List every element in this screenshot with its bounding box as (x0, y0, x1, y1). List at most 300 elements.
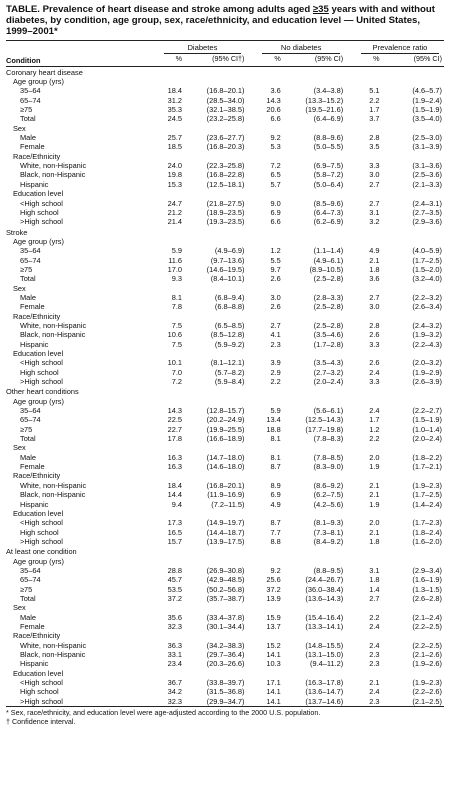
table-title (6, 4, 444, 37)
diabetes-pct: 45.7 (167, 575, 183, 585)
diabetes-ci: (16.8–20.1) (206, 86, 245, 96)
subgroup-row (6, 509, 444, 518)
table-row (6, 528, 444, 537)
cell-gap (246, 358, 257, 367)
diabetes-pct-header: % (175, 54, 183, 64)
ratio-value: 1.8 (369, 575, 380, 585)
table-row (6, 217, 444, 226)
diabetes-pct: 7.2 (171, 377, 183, 387)
row-label: Female (20, 142, 45, 152)
table-row (6, 368, 444, 377)
diabetes-pct: 53.5 (167, 584, 183, 594)
ratio-value: 2.7 (369, 593, 380, 603)
table-row (6, 613, 444, 622)
table-row (6, 170, 444, 179)
cell-gap (345, 368, 356, 377)
diabetes-pct: 21.4 (167, 217, 183, 227)
no-diabetes-pct: 2.6 (270, 302, 281, 312)
cell-gap (345, 199, 356, 208)
diabetes-ci: (8.1–12.1) (210, 358, 245, 368)
row-label: 35–64 (20, 406, 41, 416)
no-diabetes-ci: (3.4–3.8) (313, 86, 344, 96)
section-label: Coronary heart disease (6, 67, 83, 77)
cell-gap (246, 293, 257, 302)
table-row (6, 133, 444, 142)
footnotes (6, 708, 444, 726)
no-diabetes-ci: (8.3–9.0) (313, 462, 344, 472)
diabetes-ci: (8.4–10.1) (210, 274, 245, 284)
no-diabetes-pct: 13.9 (266, 593, 281, 603)
ratio-value: 3.1 (369, 207, 380, 217)
no-diabetes-ci: (5.0–6.4) (313, 179, 344, 189)
header-gap (345, 41, 356, 55)
no-diabetes-pct: 15.2 (266, 640, 281, 650)
cell-gap (246, 246, 257, 255)
no-diabetes-ci: (2.8–3.3) (313, 292, 344, 302)
no-diabetes-pct: 8.8 (270, 536, 281, 546)
diabetes-pct: 14.3 (167, 406, 183, 416)
ratio-ci: (2.4–3.2) (412, 320, 442, 330)
cell-gap (345, 114, 356, 123)
ratio-value: 5.1 (369, 86, 380, 96)
cell-gap (345, 566, 356, 575)
cell-gap (246, 133, 257, 142)
cell-gap (345, 217, 356, 226)
cell-gap (345, 518, 356, 527)
table-row (6, 575, 444, 584)
diabetes-ci: (35.7–38.7) (206, 593, 245, 603)
subgroup-label: Education level (13, 508, 64, 518)
ratio-ci: (2.0–3.2) (412, 358, 442, 368)
subgroup-label: Race/Ethnicity (13, 471, 61, 481)
no-diabetes-ci: (24.4–26.7) (305, 575, 344, 585)
table-row (6, 293, 444, 302)
cell-gap (345, 687, 356, 696)
ratio-value: 3.1 (369, 565, 380, 575)
diabetes-ci: (12.8–15.7) (206, 406, 245, 416)
diabetes-pct: 15.3 (167, 179, 183, 189)
subgroup-label: Age group (yrs) (13, 556, 64, 566)
ratio-ci: (1.4–2.4) (412, 499, 442, 509)
table-row (6, 321, 444, 330)
ratio-value: 2.1 (369, 527, 380, 537)
ratio-value: 3.5 (369, 142, 380, 152)
ratio-ci: (1.5–1.9) (412, 105, 442, 115)
no-diabetes-ci: (13.1–15.0) (305, 650, 344, 659)
cell-gap (246, 687, 257, 696)
row-label: Total (20, 593, 36, 603)
row-label: White, non-Hispanic (20, 480, 87, 490)
table-row (6, 678, 444, 687)
cell-gap (345, 594, 356, 603)
diabetes-pct: 15.7 (167, 536, 183, 546)
no-diabetes-pct: 5.3 (270, 142, 281, 152)
row-label: Male (20, 133, 37, 143)
ratio-value: 2.4 (369, 406, 380, 416)
subgroup-label: Sex (13, 603, 26, 613)
row-label: 65–74 (20, 575, 41, 585)
ratio-value: 3.3 (369, 377, 380, 387)
no-diabetes-ci: (8.6–9.2) (313, 480, 344, 490)
no-diabetes-ci: (9.4–11.2) (310, 659, 344, 669)
cell-gap (246, 86, 257, 95)
diabetes-ci: (14.9–19.7) (206, 518, 245, 528)
cell-gap (246, 678, 257, 687)
diabetes-pct: 7.0 (171, 367, 183, 377)
diabetes-pct: 8.1 (171, 292, 183, 302)
ratio-ci: (2.2–2.5) (412, 640, 442, 650)
no-diabetes-pct: 14.1 (266, 650, 281, 659)
cell-gap (246, 321, 257, 330)
ratio-value: 2.4 (369, 621, 380, 631)
table-row (6, 434, 444, 443)
diabetes-pct: 25.7 (167, 133, 183, 143)
cell-gap (246, 265, 257, 274)
no-diabetes-pct: 4.9 (270, 499, 281, 509)
ratio-value: 2.1 (369, 480, 380, 490)
cell-gap (345, 528, 356, 537)
no-diabetes-ci: (1.1–1.4) (313, 246, 344, 256)
title-text-end: years with and without diabetes, by condition, age group, sex, race/ethnicity, and education level — United States, 1999–2001* (6, 4, 435, 37)
no-diabetes-pct: 8.7 (270, 462, 281, 472)
no-diabetes-pct: 14.3 (266, 95, 281, 105)
cell-gap (246, 425, 257, 434)
subgroup-row (6, 603, 444, 612)
no-diabetes-pct: 15.9 (266, 612, 281, 622)
row-label: >High school (20, 536, 63, 546)
cell-gap (246, 585, 257, 594)
diabetes-pct: 22.5 (167, 415, 183, 425)
table-row (6, 500, 444, 509)
ratio-value: 2.4 (369, 640, 380, 650)
diabetes-ci: (42.9–48.5) (206, 575, 245, 585)
diabetes-pct: 31.2 (167, 95, 183, 105)
ratio-value: 3.2 (369, 217, 380, 227)
ratio-ci: (1.9–2.3) (412, 480, 442, 490)
table-row (6, 697, 444, 707)
diabetes-pct: 33.1 (167, 650, 183, 659)
ratio-ci-header: (95% CI) (413, 54, 442, 64)
table-row (6, 256, 444, 265)
cell-gap (345, 490, 356, 499)
diabetes-pct: 11.6 (168, 255, 183, 265)
row-label: High school (20, 367, 59, 377)
diabetes-pct: 19.8 (167, 170, 183, 180)
table-row (6, 302, 444, 311)
diabetes-ci: (20.2–24.9) (206, 415, 245, 425)
subgroup-row (6, 189, 444, 198)
cell-gap (345, 406, 356, 415)
ratio-ci: (1.9–2.4) (412, 95, 442, 105)
no-diabetes-ci: (5.6–6.1) (313, 406, 344, 416)
ratio-ci: (2.1–2.5) (412, 696, 442, 706)
subgroup-row (6, 77, 444, 86)
no-diabetes-ci: (3.5–4.6) (313, 330, 344, 340)
diabetes-ci: (6.8–8.8) (214, 302, 245, 312)
no-diabetes-pct: 9.0 (270, 198, 281, 208)
diabetes-pct: 37.2 (167, 593, 183, 603)
table-row (6, 114, 444, 123)
footnote-adjustment: * Sex, race/ethnicity, and education level were age-adjusted according to the 2000 U.S. population. (6, 708, 321, 718)
no-diabetes-pct: 37.2 (266, 584, 281, 594)
ratio-ci: (1.9–2.3) (412, 678, 442, 688)
no-diabetes-ci: (36.0–38.4) (305, 584, 344, 594)
no-diabetes-pct: 9.7 (270, 264, 281, 274)
no-diabetes-pct: 10.3 (266, 659, 281, 669)
diabetes-ci: (21.8–27.5) (206, 198, 245, 208)
section-row (6, 227, 444, 237)
diabetes-pct: 16.3 (167, 452, 183, 462)
row-label: Male (20, 292, 37, 302)
diabetes-pct: 24.7 (167, 198, 183, 208)
title-text-start: TABLE. Prevalence of heart disease and stroke among adults aged (6, 4, 313, 15)
row-label: Black, non-Hispanic (20, 330, 86, 340)
table-row (6, 585, 444, 594)
no-diabetes-ci: (14.8–15.5) (305, 640, 344, 650)
cell-gap (345, 96, 356, 105)
no-diabetes-ci: (13.6–14.7) (305, 687, 344, 697)
diabetes-pct: 7.8 (171, 302, 183, 312)
row-label: White, non-Hispanic (20, 640, 87, 650)
no-diabetes-ci: (8.9–10.5) (309, 264, 344, 274)
cell-gap (246, 142, 257, 151)
no-diabetes-ci: (19.5–21.6) (305, 105, 344, 115)
diabetes-pct: 21.2 (167, 207, 183, 217)
row-label: >High school (20, 377, 63, 387)
subgroup-row (6, 669, 444, 678)
cell-gap (246, 377, 257, 386)
subgroup-label: Age group (yrs) (13, 396, 64, 406)
no-diabetes-ci: (3.5–4.3) (313, 358, 344, 368)
table-row (6, 330, 444, 339)
table-row (6, 650, 444, 659)
row-label: <High school (20, 518, 63, 528)
ratio-ci: (2.9–3.6) (412, 217, 442, 227)
ratio-value: 3.3 (369, 161, 380, 171)
cell-gap (345, 105, 356, 114)
cell-gap (246, 490, 257, 499)
cell-gap (345, 659, 356, 668)
ratio-ci: (1.9–2.9) (412, 367, 442, 377)
diabetes-ci: (14.4–18.7) (206, 527, 245, 537)
diabetes-ci: (12.5–18.1) (206, 179, 245, 189)
table-row (6, 246, 444, 255)
diabetes-ci: (32.1–38.5) (206, 105, 245, 115)
ratio-ci: (2.2–2.6) (412, 687, 442, 697)
row-label: Hispanic (20, 659, 49, 669)
title-age: ≥35 (312, 4, 329, 15)
subgroup-label: Sex (13, 283, 26, 293)
no-diabetes-pct: 3.6 (270, 86, 281, 96)
ratio-value: 1.4 (369, 584, 380, 594)
subgroup-row (6, 152, 444, 161)
no-diabetes-pct: 8.9 (270, 480, 281, 490)
cell-gap (345, 133, 356, 142)
diabetes-pct: 7.5 (171, 339, 183, 349)
diabetes-pct: 35.6 (167, 612, 183, 622)
ratio-ci: (1.8–2.4) (412, 527, 442, 537)
table-body (6, 66, 444, 706)
ratio-value: 2.3 (369, 659, 380, 669)
ratio-value: 2.6 (369, 330, 380, 340)
cell-gap (345, 425, 356, 434)
ratio-value: 3.7 (369, 114, 380, 124)
table-row (6, 180, 444, 189)
ratio-ci: (1.3–1.5) (412, 584, 442, 594)
ratio-value: 2.7 (369, 198, 380, 208)
row-label: ≥75 (20, 105, 33, 115)
table-row (6, 358, 444, 367)
diabetes-pct: 9.3 (171, 274, 183, 284)
row-label: ≥75 (20, 264, 33, 274)
diabetes-ci: (5.7–8.2) (214, 367, 245, 377)
table-row (6, 208, 444, 217)
no-diabetes-pct: 2.3 (270, 339, 281, 349)
subgroup-label: Race/Ethnicity (13, 631, 61, 641)
cell-gap (246, 340, 257, 349)
table-row (6, 481, 444, 490)
diabetes-ci: (29.7–36.4) (206, 650, 245, 659)
cell-gap (246, 500, 257, 509)
ratio-ci: (1.7–2.3) (412, 518, 442, 528)
subgroup-label: Education level (13, 189, 64, 199)
cell-gap (246, 217, 257, 226)
subgroup-label: Sex (13, 443, 26, 453)
cell-gap (246, 330, 257, 339)
cell-gap (246, 453, 257, 462)
cell-gap (345, 256, 356, 265)
diabetes-ci: (14.6–19.5) (206, 264, 245, 274)
diabetes-ci: (16.8–20.1) (206, 480, 245, 490)
ratio-value: 1.7 (369, 415, 380, 425)
section-label: Stroke (6, 227, 28, 237)
table-row (6, 199, 444, 208)
no-diabetes-ci: (15.4–16.4) (305, 612, 344, 622)
no-diabetes-ci: (7.3–8.1) (313, 527, 344, 537)
subgroup-label: Age group (yrs) (13, 236, 64, 246)
table-row (6, 594, 444, 603)
ratio-value: 2.0 (369, 518, 380, 528)
diabetes-pct: 10.6 (167, 330, 183, 340)
header-gap (345, 54, 356, 66)
subgroup-row (6, 631, 444, 640)
cell-gap (246, 199, 257, 208)
cell-gap (345, 86, 356, 95)
cell-gap (246, 406, 257, 415)
cell-gap (246, 481, 257, 490)
ratio-value: 1.9 (369, 462, 380, 472)
table-row (6, 462, 444, 471)
cell-gap (345, 170, 356, 179)
diabetes-ci: (19.3–23.5) (206, 217, 245, 227)
ratio-ci: (3.1–3.6) (412, 161, 442, 171)
no-diabetes-pct: 6.9 (270, 490, 281, 500)
no-diabetes-pct: 7.2 (270, 161, 281, 171)
diabetes-ci: (23.6–27.7) (206, 133, 245, 143)
cell-gap (345, 641, 356, 650)
header-row-groups (6, 41, 444, 55)
ratio-value: 1.8 (369, 264, 380, 274)
ratio-ci: (2.2–2.7) (412, 406, 442, 416)
table-row (6, 641, 444, 650)
row-label: Total (20, 274, 36, 284)
ratio-value: 1.2 (369, 424, 380, 434)
cell-gap (345, 302, 356, 311)
ratio-value: 2.1 (369, 678, 380, 688)
row-label: 65–74 (20, 415, 41, 425)
row-label: <High school (20, 358, 63, 368)
no-diabetes-header (257, 41, 345, 55)
no-diabetes-ci: (6.4–6.9) (313, 114, 344, 124)
table-row (6, 518, 444, 527)
ratio-value: 2.3 (369, 650, 380, 659)
diabetes-ci: (23.2–25.8) (206, 114, 245, 124)
no-diabetes-ci: (12.5–14.3) (305, 415, 344, 425)
no-diabetes-ci: (13.7–14.6) (305, 696, 344, 706)
diabetes-ci: (5.9–9.2) (214, 339, 245, 349)
no-diabetes-ci: (7.8–8.3) (313, 434, 344, 444)
no-diabetes-pct: 3.0 (270, 292, 281, 302)
no-diabetes-pct: 6.5 (270, 170, 281, 180)
diabetes-pct: 10.1 (167, 358, 183, 368)
diabetes-pct: 32.3 (167, 696, 183, 706)
no-diabetes-pct: 3.9 (270, 358, 281, 368)
ratio-ci: (3.2–4.0) (412, 274, 442, 284)
row-label: High school (20, 207, 59, 217)
no-diabetes-pct: 18.8 (266, 424, 281, 434)
diabetes-ci-header: (95% CI†) (212, 54, 245, 64)
table-row (6, 377, 444, 386)
row-label: Hispanic (20, 499, 49, 509)
diabetes-ci: (22.3–25.8) (206, 161, 245, 171)
row-label: >High school (20, 696, 63, 706)
cell-gap (345, 142, 356, 151)
ratio-ci: (2.1–2.6) (412, 650, 442, 659)
ratio-ci: (1.7–2.5) (412, 490, 442, 500)
no-diabetes-ci: (6.9–7.5) (313, 161, 344, 171)
subgroup-row (6, 312, 444, 321)
ratio-ci: (3.1–3.9) (412, 142, 442, 152)
ratio-value: 1.9 (369, 499, 380, 509)
no-diabetes-ci: (13.3–15.2) (305, 95, 344, 105)
cell-gap (345, 585, 356, 594)
diabetes-ci: (33.8–39.7) (206, 678, 245, 688)
no-diabetes-header-label: No diabetes (262, 43, 339, 54)
ratio-ci: (2.1–2.4) (412, 612, 442, 622)
row-label: <High school (20, 198, 63, 208)
diabetes-pct: 32.3 (167, 621, 183, 631)
subgroup-label: Education level (13, 349, 64, 358)
cell-gap (345, 377, 356, 386)
diabetes-pct: 5.9 (171, 246, 183, 256)
no-diabetes-ci: (6.2–7.5) (313, 490, 344, 500)
diabetes-ci: (19.9–25.5) (206, 424, 245, 434)
row-label: 65–74 (20, 95, 41, 105)
cell-gap (246, 415, 257, 424)
ratio-ci: (2.2–4.3) (412, 339, 442, 349)
no-diabetes-pct: 5.5 (270, 255, 281, 265)
diabetes-pct: 24.0 (167, 161, 183, 171)
ratio-ci: (2.0–2.4) (412, 434, 442, 444)
row-label: 35–64 (20, 565, 41, 575)
condition-header: Condition (6, 56, 41, 66)
cell-gap (246, 208, 257, 217)
no-diabetes-pct: 9.2 (270, 133, 281, 143)
ratio-ci: (1.9–2.6) (412, 659, 442, 669)
no-diabetes-ci: (17.7–19.8) (305, 424, 344, 434)
no-diabetes-ci: (4.9–6.1) (313, 255, 344, 265)
diabetes-pct: 17.8 (167, 434, 183, 444)
